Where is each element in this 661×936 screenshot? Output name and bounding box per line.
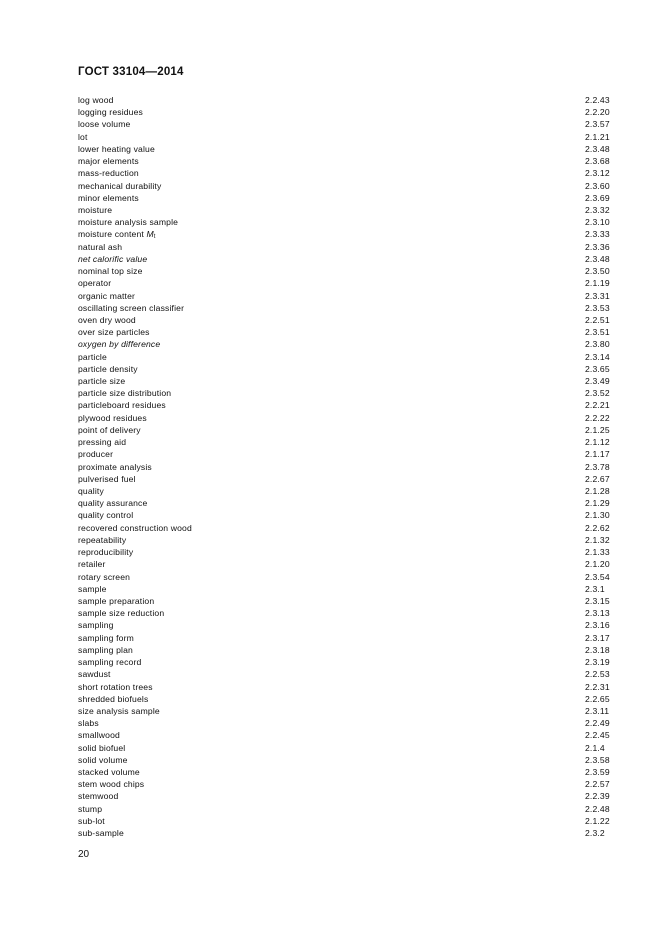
index-reference: 2.1.17 <box>585 449 610 460</box>
index-row <box>78 290 615 302</box>
index-reference: 2.2.51 <box>585 314 610 325</box>
index-reference: 2.3.31 <box>585 290 610 301</box>
index-reference: 2.3.78 <box>585 461 610 472</box>
index-reference: 2.2.39 <box>585 791 610 802</box>
index-reference: 2.2.48 <box>585 803 610 814</box>
document-header: ГОСТ 33104—2014 <box>78 66 184 78</box>
index-term: stacked volume <box>78 767 140 778</box>
index-reference: 2.3.14 <box>585 351 610 362</box>
index-row <box>78 815 615 827</box>
index-term: moisture <box>78 204 113 215</box>
index-term-symbol: M <box>146 229 154 240</box>
index-reference: 2.2.49 <box>585 718 610 729</box>
index-row <box>78 522 615 534</box>
index-row <box>78 754 615 766</box>
index-row <box>78 253 615 265</box>
index-row <box>78 790 615 802</box>
index-reference: 2.1.33 <box>585 547 610 558</box>
index-reference: 2.2.20 <box>585 107 610 118</box>
index-row <box>78 375 615 387</box>
index-reference: 2.3.1 <box>585 583 605 594</box>
index-term: quality assurance <box>78 498 148 509</box>
index-term: loose volume <box>78 119 131 130</box>
index-term: natural ash <box>78 241 123 252</box>
index-row <box>78 632 615 644</box>
index-term: sample preparation <box>78 595 155 606</box>
index-reference: 2.3.80 <box>585 339 610 350</box>
index-reference: 2.3.53 <box>585 302 610 313</box>
index-term: size analysis sample <box>78 705 160 716</box>
index-reference: 2.2.62 <box>585 522 610 533</box>
index-row <box>78 228 615 240</box>
index-term: major elements <box>78 156 139 167</box>
index-reference: 2.3.69 <box>585 192 610 203</box>
index-term: proximate analysis <box>78 461 152 472</box>
index-row <box>78 497 615 509</box>
index-term: oxygen by difference <box>78 339 161 350</box>
index-term: sampling record <box>78 657 142 668</box>
index-reference: 2.3.2 <box>585 828 605 839</box>
index-reference: 2.1.19 <box>585 278 610 289</box>
index-term: repeatability <box>78 534 127 545</box>
index-term: lower heating value <box>78 143 155 154</box>
index-term: particle size <box>78 376 126 387</box>
index-term: pulverised fuel <box>78 473 136 484</box>
index-term: quality control <box>78 510 134 521</box>
index-term: point of delivery <box>78 424 141 435</box>
index-term: sawdust <box>78 669 111 680</box>
index-row <box>78 412 615 424</box>
index-term: oscillating screen classifier <box>78 302 185 313</box>
index-term: minor elements <box>78 192 139 203</box>
index-row <box>78 241 615 253</box>
index-reference: 2.2.22 <box>585 412 610 423</box>
index-term: producer <box>78 449 114 460</box>
index-row <box>78 558 615 570</box>
index-row <box>78 399 615 411</box>
index-row <box>78 681 615 693</box>
index-reference: 2.1.4 <box>585 742 605 753</box>
index-row <box>78 534 615 546</box>
index-term: sampling plan <box>78 644 133 655</box>
index-reference: 2.1.32 <box>585 534 610 545</box>
index-term: log wood <box>78 95 114 105</box>
index-term: particle density <box>78 363 138 374</box>
index-reference: 2.3.11 <box>585 705 610 716</box>
index-reference: 2.3.59 <box>585 767 610 778</box>
index-term: lot <box>78 131 88 142</box>
index-reference: 2.3.60 <box>585 180 610 191</box>
index-term: oven dry wood <box>78 314 136 325</box>
index-row <box>78 485 615 497</box>
index-row <box>78 729 615 741</box>
index-reference: 2.3.12 <box>585 168 610 179</box>
index-term: sub-sample <box>78 828 124 839</box>
index-term: mass-reduction <box>78 168 139 179</box>
index-row <box>78 363 615 375</box>
index-row <box>78 693 615 705</box>
index-term: particleboard residues <box>78 400 166 411</box>
index-row <box>78 473 615 485</box>
index-reference: 2.2.21 <box>585 400 610 411</box>
index-term-text: moisture content M <box>78 229 154 240</box>
index-row <box>78 571 615 583</box>
index-row <box>78 644 615 656</box>
index-reference: 2.3.68 <box>585 156 610 167</box>
index-row <box>78 509 615 521</box>
index-row <box>78 461 615 473</box>
index-reference: 2.3.36 <box>585 241 610 252</box>
index-term: sampling form <box>78 632 134 643</box>
index-reference: 2.2.57 <box>585 779 610 790</box>
index-term: plywood residues <box>78 412 147 423</box>
index-term: smallwood <box>78 730 120 741</box>
index-row <box>78 192 615 204</box>
index-row <box>78 204 615 216</box>
index-term: nominal top size <box>78 266 143 277</box>
index-term: shredded biofuels <box>78 693 149 704</box>
index-reference: 2.1.22 <box>585 815 610 826</box>
index-row <box>78 106 615 118</box>
index-term: over size particles <box>78 327 150 338</box>
index-reference: 2.2.45 <box>585 730 610 741</box>
index-term: mechanical durability <box>78 180 162 191</box>
index-reference: 2.2.53 <box>585 669 610 680</box>
index-row <box>78 546 615 558</box>
index-reference: 2.1.29 <box>585 498 610 509</box>
index-reference: 2.3.32 <box>585 204 610 215</box>
index-row <box>78 668 615 680</box>
index-row <box>78 717 615 729</box>
index-term: recovered construction wood <box>78 522 192 533</box>
index-term: organic matter <box>78 290 136 301</box>
index-term: solid biofuel <box>78 742 126 753</box>
index-row <box>78 619 615 631</box>
index-reference: 2.3.50 <box>585 266 610 277</box>
index-reference: 2.2.43 <box>585 95 610 105</box>
index-term: stemwood <box>78 791 119 802</box>
index-row <box>78 778 615 790</box>
index-reference: 2.1.28 <box>585 486 610 496</box>
index-row <box>78 277 615 289</box>
index-row <box>78 656 615 668</box>
index-term: stump <box>78 803 103 814</box>
index-term: slabs <box>78 718 99 729</box>
index-row <box>78 607 615 619</box>
term-index-list <box>78 94 615 839</box>
index-row <box>78 583 615 595</box>
index-term: pressing aid <box>78 437 127 448</box>
index-row <box>78 387 615 399</box>
index-row <box>78 803 615 815</box>
index-term: operator <box>78 278 112 289</box>
index-row <box>78 94 615 106</box>
index-term: rotary screen <box>78 571 131 582</box>
index-row <box>78 436 615 448</box>
index-row <box>78 766 615 778</box>
index-reference: 2.3.49 <box>585 376 610 387</box>
index-reference: 2.3.18 <box>585 644 610 655</box>
index-term: net calorific value <box>78 253 148 264</box>
index-row <box>78 595 615 607</box>
index-row <box>78 131 615 143</box>
index-reference: 2.3.51 <box>585 327 610 338</box>
index-reference: 2.3.54 <box>585 571 610 582</box>
index-reference: 2.1.12 <box>585 437 610 448</box>
index-reference: 2.1.30 <box>585 510 610 521</box>
index-term: retailer <box>78 559 106 570</box>
index-term: sample size reduction <box>78 608 165 619</box>
index-row <box>78 314 615 326</box>
index-reference: 2.3.16 <box>585 620 610 631</box>
index-row <box>78 216 615 228</box>
index-term-subscript: t <box>153 234 156 241</box>
index-reference: 2.3.48 <box>585 253 610 264</box>
index-reference: 2.3.58 <box>585 754 610 765</box>
index-reference: 2.2.65 <box>585 693 610 704</box>
index-row <box>78 326 615 338</box>
index-reference: 2.3.48 <box>585 143 610 154</box>
index-row <box>78 143 615 155</box>
index-row <box>78 705 615 717</box>
index-term: solid volume <box>78 754 128 765</box>
page-number: 20 <box>78 849 90 860</box>
index-reference: 2.3.57 <box>585 119 610 130</box>
index-row <box>78 118 615 130</box>
index-row <box>78 448 615 460</box>
index-row <box>78 167 615 179</box>
index-reference: 2.1.20 <box>585 559 610 570</box>
index-term: sub-lot <box>78 815 105 826</box>
index-row <box>78 265 615 277</box>
index-reference: 2.2.31 <box>585 681 610 692</box>
index-reference: 2.3.17 <box>585 632 610 643</box>
index-reference: 2.3.33 <box>585 229 610 240</box>
index-reference: 2.3.13 <box>585 608 610 619</box>
index-term: moisture analysis sample <box>78 217 179 228</box>
index-reference: 2.3.65 <box>585 363 610 374</box>
index-term: particle <box>78 351 107 362</box>
index-term: quality <box>78 486 104 496</box>
index-reference: 2.3.52 <box>585 388 610 399</box>
index-term: particle size distribution <box>78 388 172 399</box>
index-row <box>78 302 615 314</box>
index-row <box>78 742 615 754</box>
index-reference: 2.1.25 <box>585 424 610 435</box>
index-term <box>78 228 156 240</box>
index-row <box>78 180 615 192</box>
index-reference: 2.3.10 <box>585 217 610 228</box>
index-row <box>78 351 615 363</box>
index-row <box>78 424 615 436</box>
index-term: reproducibility <box>78 547 134 558</box>
index-reference: 2.3.19 <box>585 657 610 668</box>
index-reference: 2.1.21 <box>585 131 610 142</box>
index-term: logging residues <box>78 107 143 118</box>
index-term: short rotation trees <box>78 681 153 692</box>
index-term: sample <box>78 583 107 594</box>
index-term: stem wood chips <box>78 779 145 790</box>
index-row <box>78 827 615 839</box>
index-row <box>78 338 615 350</box>
index-term: sampling <box>78 620 114 631</box>
index-reference: 2.2.67 <box>585 473 610 484</box>
index-reference: 2.3.15 <box>585 595 610 606</box>
index-row <box>78 155 615 167</box>
